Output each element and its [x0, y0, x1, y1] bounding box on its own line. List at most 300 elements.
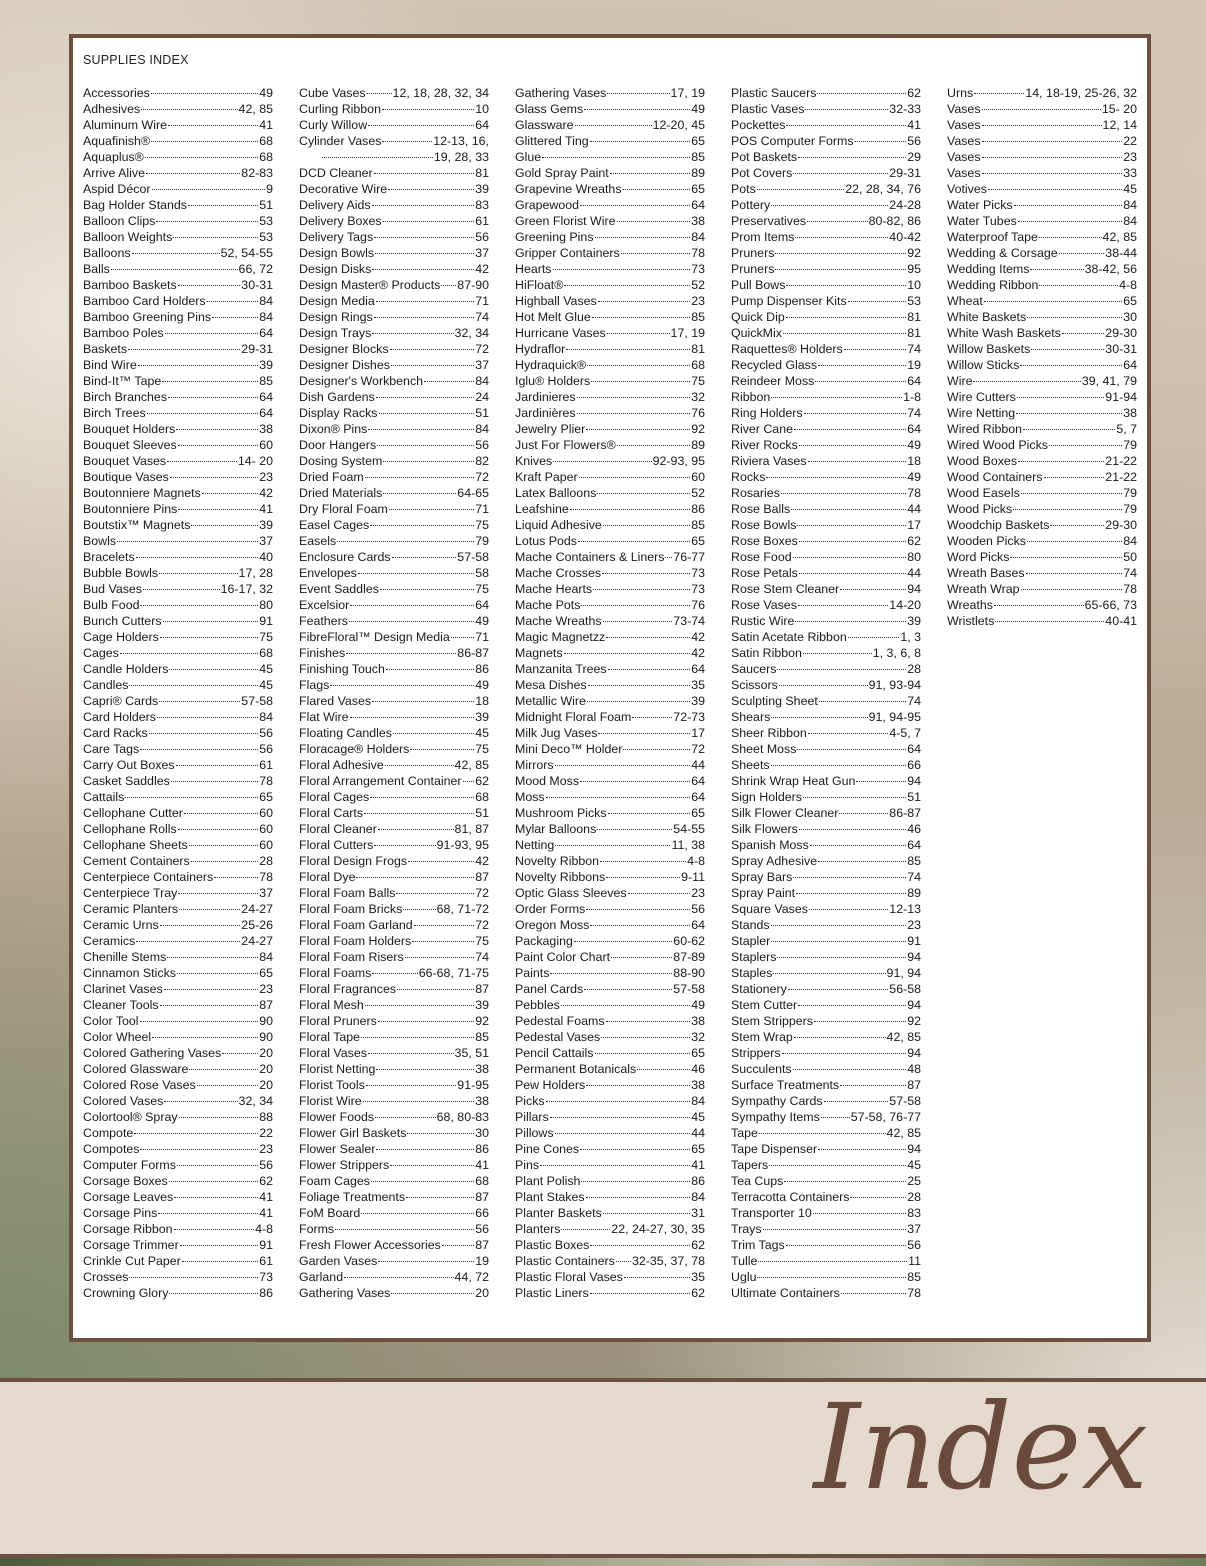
index-entry — [731, 405, 921, 421]
entry-name: Florist Netting — [299, 1062, 376, 1076]
dot-leader — [786, 125, 906, 126]
index-entry — [299, 869, 489, 885]
entry-name: Cinnamon Sticks — [83, 966, 176, 980]
entry-pages: 49 — [475, 678, 489, 692]
index-entry — [83, 453, 273, 469]
index-entry — [515, 1253, 705, 1269]
dot-leader — [167, 957, 258, 958]
index-entry — [731, 661, 921, 677]
dot-leader — [163, 621, 259, 622]
entry-name: Rose Food — [731, 550, 792, 564]
entry-name: Designer's Workbench — [299, 374, 424, 388]
entry-pages: 12, 18, 28, 32, 34 — [392, 86, 489, 100]
index-entry — [83, 1125, 273, 1141]
entry-name: Vases — [947, 134, 981, 148]
index-entry — [299, 757, 489, 773]
dot-leader — [793, 877, 906, 878]
dot-leader — [779, 685, 868, 686]
index-entry — [515, 485, 705, 501]
entry-name: Wood Containers — [947, 470, 1043, 484]
index-entry — [83, 757, 273, 773]
entry-name: Shears — [731, 710, 771, 724]
index-entry — [731, 1285, 921, 1301]
dot-leader — [624, 1277, 690, 1278]
dot-leader — [665, 557, 672, 558]
index-entry — [515, 821, 705, 837]
entry-pages: 10 — [475, 102, 489, 116]
entry-pages: 75 — [475, 742, 489, 756]
dot-leader — [365, 1005, 474, 1006]
entry-pages: 84 — [691, 230, 705, 244]
entry-name: Order Forms — [515, 902, 586, 916]
entry-pages: 92 — [907, 246, 921, 260]
entry-pages: 30 — [475, 1126, 489, 1140]
index-entry — [515, 885, 705, 901]
index-entry — [947, 133, 1137, 149]
entry-pages: 51 — [475, 806, 489, 820]
dot-leader — [821, 1117, 850, 1118]
index-entry — [299, 1173, 489, 1189]
index-entry — [515, 1109, 705, 1125]
entry-name: Transporter 10 — [731, 1206, 812, 1220]
entry-pages: 53 — [907, 294, 921, 308]
dot-leader — [176, 429, 258, 430]
dot-leader — [159, 573, 237, 574]
dot-leader — [383, 461, 474, 462]
index-entry — [515, 933, 705, 949]
dot-leader — [405, 957, 475, 958]
index-entry — [515, 965, 705, 981]
entry-name: Boutonniere Pins — [83, 502, 178, 516]
dot-leader — [1062, 333, 1104, 334]
entry-name: Candles — [83, 678, 129, 692]
entry-name: Willow Sticks — [947, 358, 1020, 372]
dot-leader — [553, 269, 691, 270]
dot-leader — [207, 301, 259, 302]
index-entry — [731, 373, 921, 389]
entry-name: Delivery Boxes — [299, 214, 382, 228]
entry-pages: 39 — [475, 998, 489, 1012]
dot-leader — [149, 733, 258, 734]
entry-name: Bamboo Card Holders — [83, 294, 206, 308]
entry-pages: 74 — [1123, 566, 1137, 580]
dot-leader — [600, 861, 686, 862]
dot-leader — [344, 1277, 453, 1278]
entry-name: Pot Baskets — [731, 150, 798, 164]
entry-pages: 81, 87 — [454, 822, 489, 836]
dot-leader — [366, 1085, 456, 1086]
entry-pages: 22 — [259, 1126, 273, 1140]
index-entry — [299, 1029, 489, 1045]
dot-leader — [180, 1245, 259, 1246]
entry-name: Sympathy Cards — [731, 1094, 823, 1108]
dot-leader — [791, 509, 906, 510]
entry-name: Color Wheel — [83, 1030, 152, 1044]
index-entry — [299, 981, 489, 997]
dot-leader — [178, 445, 259, 446]
index-entry — [83, 597, 273, 613]
entry-name: Capri® Cards — [83, 694, 159, 708]
entry-pages: 62 — [907, 86, 921, 100]
entry-pages: 42 — [259, 486, 273, 500]
dot-leader — [570, 509, 690, 510]
dot-leader — [546, 1101, 691, 1102]
entry-name: Mushroom Picks — [515, 806, 607, 820]
dot-leader — [777, 669, 906, 670]
index-heading: SUPPLIES INDEX — [83, 53, 189, 67]
index-entry — [299, 581, 489, 597]
dot-leader — [848, 637, 900, 638]
entry-pages: 17 — [691, 726, 705, 740]
entry-name: Plastic Saucers — [731, 86, 817, 100]
dot-leader — [598, 301, 690, 302]
dot-leader — [794, 1037, 886, 1038]
entry-name: Wood Easels — [947, 486, 1020, 500]
entry-pages: 87 — [475, 982, 489, 996]
entry-pages: 44 — [907, 502, 921, 516]
entry-name: Wheat — [947, 294, 983, 308]
index-entry — [515, 245, 705, 261]
entry-name: Trays — [731, 1222, 762, 1236]
index-entry — [83, 837, 273, 853]
entry-pages: 23 — [691, 886, 705, 900]
index-entry — [299, 933, 489, 949]
dot-leader — [1049, 445, 1122, 446]
dot-leader — [595, 1053, 691, 1054]
entry-pages: 83 — [907, 1206, 921, 1220]
dot-leader — [546, 797, 691, 798]
index-entry — [515, 405, 705, 421]
entry-name: Ceramic Planters — [83, 902, 179, 916]
entry-name: Bag Holder Stands — [83, 198, 188, 212]
index-entry — [515, 981, 705, 997]
entry-name: Staplers — [731, 950, 777, 964]
entry-pages: 48 — [907, 1062, 921, 1076]
dot-leader — [335, 1229, 474, 1230]
entry-pages: 39 — [691, 694, 705, 708]
entry-name: Foam Cages — [299, 1174, 370, 1188]
dot-leader — [850, 1197, 906, 1198]
dot-leader — [152, 189, 266, 190]
entry-name: Crowning Glory — [83, 1286, 169, 1300]
entry-pages: 29-30 — [1105, 518, 1137, 532]
entry-name: Curly Willow — [299, 118, 368, 132]
entry-pages: 60 — [259, 822, 273, 836]
index-entry — [515, 261, 705, 277]
entry-pages: 45 — [1123, 182, 1137, 196]
index-entry — [299, 1221, 489, 1237]
entry-name: Floral Adhesive — [299, 758, 384, 772]
entry-name: Votives — [947, 182, 987, 196]
index-entry — [83, 677, 273, 693]
entry-pages: 89 — [907, 886, 921, 900]
index-entry — [83, 725, 273, 741]
entry-name: Surface Treatments — [731, 1078, 840, 1092]
entry-name: Cement Containers — [83, 854, 190, 868]
entry-pages: 56 — [475, 1222, 489, 1236]
dot-leader — [1027, 541, 1122, 542]
entry-name: Jardinières — [515, 406, 576, 420]
index-entry — [83, 1189, 273, 1205]
dot-leader — [856, 781, 906, 782]
entry-name: Floral Foams — [299, 966, 372, 980]
entry-name: Mesa Dishes — [515, 678, 587, 692]
index-entry — [83, 293, 273, 309]
index-entry — [515, 117, 705, 133]
entry-pages: 42 — [475, 262, 489, 276]
dot-leader — [1014, 205, 1123, 206]
dot-leader — [463, 781, 475, 782]
bottom-floral-strip — [0, 1558, 1206, 1566]
dot-leader — [757, 1277, 906, 1278]
entry-pages: 72-73 — [673, 710, 705, 724]
index-entry — [83, 741, 273, 757]
entry-pages: 79 — [1123, 438, 1137, 452]
dot-leader — [158, 1213, 258, 1214]
dot-leader — [170, 477, 258, 478]
index-entry — [515, 629, 705, 645]
dot-leader — [169, 1293, 258, 1294]
entry-pages: 81 — [907, 310, 921, 324]
index-entry — [731, 629, 921, 645]
dot-leader — [773, 973, 885, 974]
entry-pages: 38 — [691, 214, 705, 228]
entry-pages: 32, 34 — [454, 326, 489, 340]
dot-leader — [1018, 221, 1122, 222]
entry-name: Dish Gardens — [299, 390, 375, 404]
dot-leader — [771, 205, 888, 206]
entry-name: Cages — [83, 646, 119, 660]
dot-leader — [391, 365, 474, 366]
dot-leader — [176, 765, 259, 766]
dot-leader — [793, 557, 907, 558]
dot-leader — [601, 1037, 690, 1038]
dot-leader — [788, 989, 889, 990]
index-entry — [731, 101, 921, 117]
entry-pages: 60 — [259, 438, 273, 452]
dot-leader — [361, 1037, 474, 1038]
index-entry — [731, 1061, 921, 1077]
index-entry — [515, 453, 705, 469]
entry-pages: 84 — [259, 310, 273, 324]
index-entry — [731, 293, 921, 309]
index-entry — [515, 389, 705, 405]
entry-name: Design Trays — [299, 326, 372, 340]
entry-pages: 72 — [475, 918, 489, 932]
entry-pages: 86 — [691, 502, 705, 516]
index-entry — [947, 485, 1137, 501]
dot-leader — [561, 1005, 690, 1006]
index-entry — [299, 501, 489, 517]
entry-name: Mache Pots — [515, 598, 581, 612]
entry-pages: 39 — [259, 358, 273, 372]
entry-name: Pots — [731, 182, 756, 196]
entry-name: Decorative Wire — [299, 182, 388, 196]
entry-name: POS Computer Forms — [731, 134, 854, 148]
dot-leader — [376, 397, 474, 398]
entry-name: Pedestal Foams — [515, 1014, 605, 1028]
index-entry — [299, 821, 489, 837]
entry-pages: 64 — [691, 662, 705, 676]
entry-pages: 51 — [259, 198, 273, 212]
index-entry — [83, 965, 273, 981]
entry-name: Midnight Floral Foam — [515, 710, 632, 724]
dot-leader — [129, 1277, 258, 1278]
index-entry — [731, 1045, 921, 1061]
index-entry — [947, 213, 1137, 229]
dot-leader — [1044, 477, 1105, 478]
index-entry — [515, 709, 705, 725]
entry-name: Excelsior — [299, 598, 350, 612]
index-entry — [83, 149, 273, 165]
entry-pages: 75 — [475, 582, 489, 596]
entry-name: Stem Cutter — [731, 998, 798, 1012]
dot-leader — [202, 493, 258, 494]
dot-leader — [818, 365, 906, 366]
index-entry — [731, 469, 921, 485]
entry-pages: 14-20 — [889, 598, 921, 612]
entry-pages: 92 — [907, 1014, 921, 1028]
dot-leader — [441, 285, 456, 286]
dot-leader — [212, 317, 258, 318]
index-entry — [515, 1013, 705, 1029]
index-entry — [515, 917, 705, 933]
entry-pages: 23 — [259, 1142, 273, 1156]
entry-pages: 72 — [691, 742, 705, 756]
entry-pages: 39 — [259, 518, 273, 532]
entry-name: Liquid Adhesive — [515, 518, 602, 532]
dot-leader — [818, 861, 906, 862]
entry-pages: 72 — [475, 470, 489, 484]
dot-leader — [982, 157, 1123, 158]
entry-name: FoM Board — [299, 1206, 361, 1220]
index-entry — [731, 437, 921, 453]
entry-name: Wedding & Corsage — [947, 246, 1058, 260]
index-entry — [515, 677, 705, 693]
dot-leader — [564, 285, 690, 286]
entry-name: DCD Cleaner — [299, 166, 373, 180]
index-entry — [299, 645, 489, 661]
dot-leader — [798, 157, 906, 158]
entry-name: Lotus Pods — [515, 534, 577, 548]
entry-name: Stem Strippers — [731, 1014, 813, 1028]
index-entry — [299, 693, 489, 709]
index-entry — [515, 997, 705, 1013]
entry-pages: 46 — [691, 1062, 705, 1076]
entry-pages: 29 — [907, 150, 921, 164]
entry-pages: 11 — [908, 1254, 921, 1268]
dot-leader — [623, 749, 690, 750]
entry-name: Woodchip Baskets — [947, 518, 1050, 532]
entry-pages: 49 — [691, 998, 705, 1012]
dot-leader — [775, 269, 906, 270]
entry-name: Dry Floral Foam — [299, 502, 388, 516]
entry-name: Birch Trees — [83, 406, 146, 420]
index-entry — [731, 789, 921, 805]
index-entry — [83, 981, 273, 997]
index-entry — [515, 197, 705, 213]
index-entry — [83, 773, 273, 789]
entry-name: White Wash Baskets — [947, 326, 1061, 340]
index-entry — [299, 965, 489, 981]
entry-pages: 75 — [475, 518, 489, 532]
dot-leader — [783, 333, 906, 334]
dot-leader — [179, 1117, 259, 1118]
banner-title: Index — [813, 1378, 1148, 1516]
entry-name: Balloons — [83, 246, 131, 260]
index-entry — [299, 1237, 489, 1253]
index-entry — [731, 533, 921, 549]
entry-name: Glue — [515, 150, 542, 164]
index-entry — [83, 421, 273, 437]
entry-pages: 17 — [907, 518, 921, 532]
entry-pages: 62 — [691, 1286, 705, 1300]
index-entry — [731, 85, 921, 101]
dot-leader — [164, 989, 259, 990]
index-entry — [515, 1221, 705, 1237]
entry-name: Cellophane Cutter — [83, 806, 183, 820]
index-entry — [947, 341, 1137, 357]
entry-pages: 88-90 — [673, 966, 705, 980]
entry-name: Floating Candles — [299, 726, 392, 740]
index-entry — [731, 869, 921, 885]
entry-name: HiFloat® — [515, 278, 564, 292]
dot-leader — [973, 381, 1080, 382]
entry-name: Floral Cutters — [299, 838, 374, 852]
dot-leader — [1026, 573, 1123, 574]
dot-leader — [376, 1149, 474, 1150]
entry-name: Floral Pruners — [299, 1014, 377, 1028]
entry-name: Enclosure Cards — [299, 550, 391, 564]
dot-leader — [550, 973, 672, 974]
index-entry — [947, 101, 1137, 117]
entry-name: Just For Flowers® — [515, 438, 616, 452]
dot-leader — [797, 525, 906, 526]
entry-pages: 4-8 — [1119, 278, 1137, 292]
entry-pages: 64 — [691, 790, 705, 804]
entry-pages: 20 — [259, 1062, 273, 1076]
index-entry — [299, 1045, 489, 1061]
index-entry — [731, 261, 921, 277]
index-entry — [731, 181, 921, 197]
entry-name: Magnets — [515, 646, 563, 660]
entry-pages: 37 — [259, 534, 273, 548]
entry-pages: 80 — [907, 550, 921, 564]
entry-pages: 41 — [259, 118, 273, 132]
entry-name: Cellophane Sheets — [83, 838, 188, 852]
dot-leader — [782, 1053, 907, 1054]
index-entry — [731, 645, 921, 661]
dot-leader — [588, 685, 691, 686]
entry-name: Stapler — [731, 934, 771, 948]
entry-name: Florist Tools — [299, 1078, 365, 1092]
entry-name: Rustic Wire — [731, 614, 795, 628]
entry-name: Stands — [731, 918, 770, 932]
entry-name: Wire — [947, 374, 973, 388]
entry-name: Plastic Vases — [731, 102, 805, 116]
dot-leader — [1031, 349, 1104, 350]
index-entry — [515, 133, 705, 149]
entry-pages: 65 — [691, 134, 705, 148]
entry-pages: 92 — [691, 422, 705, 436]
entry-name: Reindeer Moss — [731, 374, 815, 388]
entry-pages: 29-31 — [241, 342, 273, 356]
dot-leader — [397, 989, 474, 990]
entry-name: Balloon Weights — [83, 230, 173, 244]
entry-pages: 94 — [907, 1046, 921, 1060]
dot-leader — [162, 381, 258, 382]
index-entry — [731, 965, 921, 981]
